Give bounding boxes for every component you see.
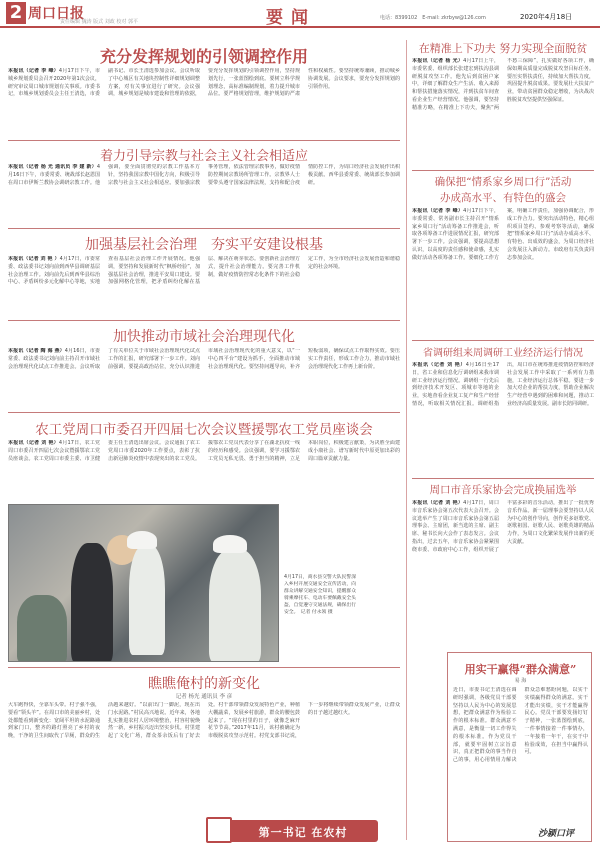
right-article-4-text: 4月17日，周口市音乐家协会第五次代表大会召开。会议选举产生了周口市音乐家协会第五届理事会、主席团，新当选的主席、副主席、秘书长向大会作了表态发言。会议指出，过去五年，市音乐家协会紧紧围绕市委、市政府中心工作，组织开展了丰富多彩的音乐活动，推出了一批优秀音乐作品。新一届理事会要坚持以人民为中心的创作导向，创作更多讴歌党、讴歌祖国、讴歌人民、讴歌英雄的精品力作，为周口文化繁荣发展作出新的更大贡献。 [412, 500, 594, 553]
column-divider [406, 40, 407, 840]
article-3-text: 4月17日，市委常委、政法委书记刘向前到西华县调研基层社会治理工作。刘向前先后到西华县综治中心、矛盾纠纷多元化解中心等地，实地查看基层社会治理工作开展情况。他强调，要坚持和发展新时代“枫桥经验”，加强基层社会治理，推进平安周口建设。要加强网格化管理，把矛盾纠纷化解在基层、解决在萌芽状态。要创新社会治理方式，提升社会治理能力。要完善工作机制，做好疫情防控常态化条件下的社会稳定工作，为全市经济社会发展营造和谐稳定的社会环境。 [8, 256, 400, 286]
headline-right-2b: 办成高水平、有特色的盛会 [440, 192, 566, 204]
divider [8, 667, 400, 668]
right-article-1-lead: 本报讯（记者 杨 光） [412, 58, 464, 64]
divider [8, 228, 400, 229]
headline-right-3: 省调研组来周调研工业经济运行情况 [423, 348, 583, 359]
headline-article-4: 加快推动市域社会治理现代化 [113, 329, 295, 345]
headline-article-2: 着力引导宗教与社会主义社会相适应 [99, 149, 308, 164]
editor-credits: 责任编辑 魏涛 版式 刘政 校对 郭平 [60, 19, 138, 25]
article-2-lead: 本报讯（记者 杨 光 通讯员 李 建 新） [8, 164, 97, 170]
divider [412, 478, 594, 479]
headline-article-3: 加强基层社会治理 夯实平安建设根基 [85, 237, 323, 253]
contact-info: 电话：8399102 E-mail: zkrbyw@126.com [380, 15, 486, 21]
right-article-1-text: 4月17日上午，市委常委、组织部长张建宏到扶沟县调研脱贫攻坚工作。他先后到贫困户家中，详细了解群众生产生活、收入来源和帮扶措施落实情况，并到扶贫车间查看企业生产经营情况。他强调，要坚持精准方略，在精准上下功夫，聚焦“两不愁三保障”，扎实做好各项工作，确保如期高质量完成脱贫攻坚目标任务。要压实帮扶责任，持续加大帮扶力度，巩固提升脱贫成果。要发展壮大扶贫产业，带动贫困群众稳定增收，为决战决胜脱贫攻坚提供坚强保证。 [412, 58, 594, 111]
right-article-4-body [412, 500, 594, 642]
headline-article-6: 瞧瞧俺村的新变化 [148, 676, 260, 692]
article-3-body [8, 256, 400, 318]
article-1-body [8, 68, 400, 138]
divider [412, 340, 594, 341]
right-article-4-lead: 本报讯（记者 刘 艳） [412, 500, 464, 506]
news-photo [8, 504, 279, 662]
headline-article-5: 农工党周口市委召开四届七次会议暨援鄂农工党员座谈会 [35, 422, 373, 438]
article-4-body [8, 348, 400, 410]
right-article-3-text: 4月16日至17日，省工业和信息化厅调研组来我市调研工业经济运行情况。调研组一行先后到经济技术开发区、项城市等地的企业，实地查看企业复工复产和生产经营情况，听取相关情况汇报。调研组指出，周口市在统筹推进疫情防控和经济社会发展工作中采取了一系列有力措施，工业经济运行总体平稳。要进一步加大对企业的帮扶力度，帮助企业解决生产经营中遇到的困难和问题，推动工业经济高质量发展。副市长陪同调研。 [412, 362, 594, 407]
photo-figure [209, 549, 261, 662]
photo-caption: 4月17日，商水县交警大队民警深入乡村开展交通安全宣传活动，向群众讲解交通安全知识，提醒群众骑乘摩托车、电动车要佩戴安全头盔，自觉遵守交通法规，确保出行安全。 记者 付永领 摄 [284, 575, 356, 615]
commentary-signature: 沙颍口评 [538, 829, 575, 839]
headline-right-4: 周口市音乐家协会完成换届选举 [429, 484, 577, 496]
divider [412, 170, 594, 171]
issue-date: 2020年4月18日 [520, 13, 573, 21]
right-article-2-lead: 本报讯（记者 李 峰） [412, 208, 464, 214]
banner-label: 第一书记 在农村 [258, 826, 348, 839]
headline-article-1: 充分发挥规划的引领调控作用 [99, 47, 308, 66]
commentary-author: 易 海 [514, 678, 527, 684]
headline-right-2a: 确保把“情系家乡周口行”活动 [434, 176, 572, 188]
article-6-byline: 记者 杨光 通讯员 李 彦 [175, 694, 233, 700]
commentary-body: 近日，市委书记王清选在调研时强调，各级党员干部要坚持以人民为中心的发展思想，把群众满意作为检验工作的根本标准。群众满意不满意，是衡量一切工作得失的根本标准。作为党员干部，就要牢固树立宗旨意识，真正把群众的事当作自己的事，用心用情用力解决群众急难愁盼问题，以实干实绩赢得群众的满意。实干才能出实绩，实干才能赢得民心。党员干部要发扬钉钉子精神，一张蓝图绘到底，一件事情接着一件事情办，一年接着一年干，在实干中检验成效，在担当中赢得认可。 [453, 687, 588, 764]
article-3-lead: 本报讯（记者 刘 艳 ） [8, 256, 60, 262]
commentary-title: 用实干赢得“群众满意” [464, 663, 577, 676]
article-4-text: 4月16日，市委常委、政法委书记刘向前主持召开市域社会治理现代化试点工作推进会。会议听取了有关单位关于市域社会治理现代化试点工作的汇报，研究部署下一步工作。刘向前强调，要提高政治站位，充分认识推进市域社会治理现代化的重大意义，以“一中心四平台”建设为抓手，全面推动市域社会治理现代化。要坚持问题导向，补齐短板弱项，确保试点工作取得实效。要压实工作责任，形成工作合力，推动市域社会治理现代化工作再上新台阶。 [8, 348, 400, 370]
right-article-2-text: 4月17日下午，市委常委、常务副市长主持召开“情系家乡周口行”活动筹备工作推进会，听取各项筹备工作进展情况汇报，研究部署下一步工作。会议强调，要提高思想认识，以高度的责任感和使命感，扎实做好活动各项筹备工作。要细化工作方案，明确工作责任，加强协调配合，形成工作合力。要突出活动特色，精心组织项目签约、参观考察等活动，确保把“情系家乡周口行”活动办成高水平、有特色、出成效的盛会，为周口经济社会发展注入新动力。市政府有关负责同志参加会议。 [412, 208, 594, 261]
section-title: 要闻 [266, 8, 316, 28]
commentary-box [447, 652, 592, 842]
right-article-3-lead: 本报讯（记者 刘 艳） [412, 362, 466, 368]
article-2-text: 4月16日下午，市委常委、统战部长赵恩国在周口市伊斯兰教协会调研宗教工作。他强调，要全面贯彻党的宗教工作基本方针，坚持我国宗教中国化方向，积极引导宗教与社会主义社会相适应。要加强宗教事务管理，依法管理宗教事务，做好疫情防控期间宗教场所管理工作。宗教界人士要带头遵守国家法律法规，支持和配合疫情防控工作，为周口经济社会发展作出积极贡献。西华县委常委、统战部长参加调研。 [8, 164, 400, 186]
photo-figure [127, 531, 157, 549]
photo-figure [213, 535, 247, 553]
divider [8, 412, 400, 413]
page-number: 2 [6, 2, 26, 24]
photo-figure [17, 595, 67, 662]
right-article-1-body [412, 58, 594, 164]
article-5-lead: 本报讯（记者 刘 艳） [8, 440, 59, 446]
column-banner [228, 820, 378, 842]
photo-figure [129, 545, 165, 655]
article-5-text: 4月17日，农工党周口市委召开四届七次会议暨援鄂农工党员座谈会。农工党周口市委主委、市卫健委主任王清选出席会议。会议通报了农工党周口市委2020年工作要点，表彰了抗击新冠肺炎疫情中表现突出的农工党员。援鄂农工党员代表分享了在湖北抗疫一线的经历和感受。会议强调，要学习援鄂农工党员无私无畏、勇于担当的精神，立足本职岗位，积极建言献策，为决胜全面建成小康社会、谱写新时代中原更加出彩的周口篇章贡献力量。 [8, 440, 400, 462]
divider [8, 320, 400, 321]
photo-figure [71, 543, 113, 662]
article-5-body [8, 440, 400, 498]
article-1-text: 4月17日下午，市城乡规划委员会召开2020年第1次会议，研究审议周口城市规划有关事项。市委书记，市城乡规划委员会主任王清选，市委副书记、市长王清选参加会议。会议听取了中心城区有关地块控制性详细规划调整方案，对有关事宜进行了研究。会议强调，城乡规划是城市建设和管理的依据，要充分发挥规划的引领调控作用，坚持规划先行，一张蓝图绘到底。要树立科学规划理念，高标准编制规划，着力提升城市品位。要严格规划管理，维护规划的严肃性和权威性。要坚持统筹兼顾，推动城乡协调发展。会议要求，要充分发挥规划的引领作用。 [8, 68, 400, 98]
divider [8, 140, 400, 141]
article-2-body [8, 164, 400, 226]
article-4-lead: 本报讯（记者 陶 海 燕） [8, 348, 65, 354]
headline-right-1: 在精准上下功夫 努力实现全面脱贫 [418, 42, 588, 55]
article-6-body: 大车跑得快，全靠车头带。村子强不强，要看“领头羊”。在周口市的美丽乡村，处处都能看到新变化：宽阔平坦的水泥路通到家门口，整齐的路灯照亮了乡村的夜晚，干净的卫生间取代了旱厕，群众的生活越来越好。“以前出门一脚泥，现在出门水泥路。”村民高兴地说。近年来，各地扎实推进农村人居环境整治，村容村貌焕然一新，乡村振兴迈出坚实步伐。村里建起了文化广场，群众茶余饭后有了好去处。村干部带领群众发展特色产业，种植大棚蔬菜，发展乡村旅游，群众的腰包鼓起来了。“现在村里的日子，就像芝麻开花节节高。”2017年11月，该村被确定为市级脱贫攻坚示范村。村党支部书记说，下一步将继续带领群众发展产业，让群众的日子越过越红火。 [8, 702, 400, 740]
right-article-3-body [412, 362, 594, 476]
right-article-2-body [412, 208, 594, 338]
newspaper-brand: 周口日报 [28, 6, 84, 22]
article-1-lead: 本报讯（记者 李 峰） [8, 68, 59, 74]
